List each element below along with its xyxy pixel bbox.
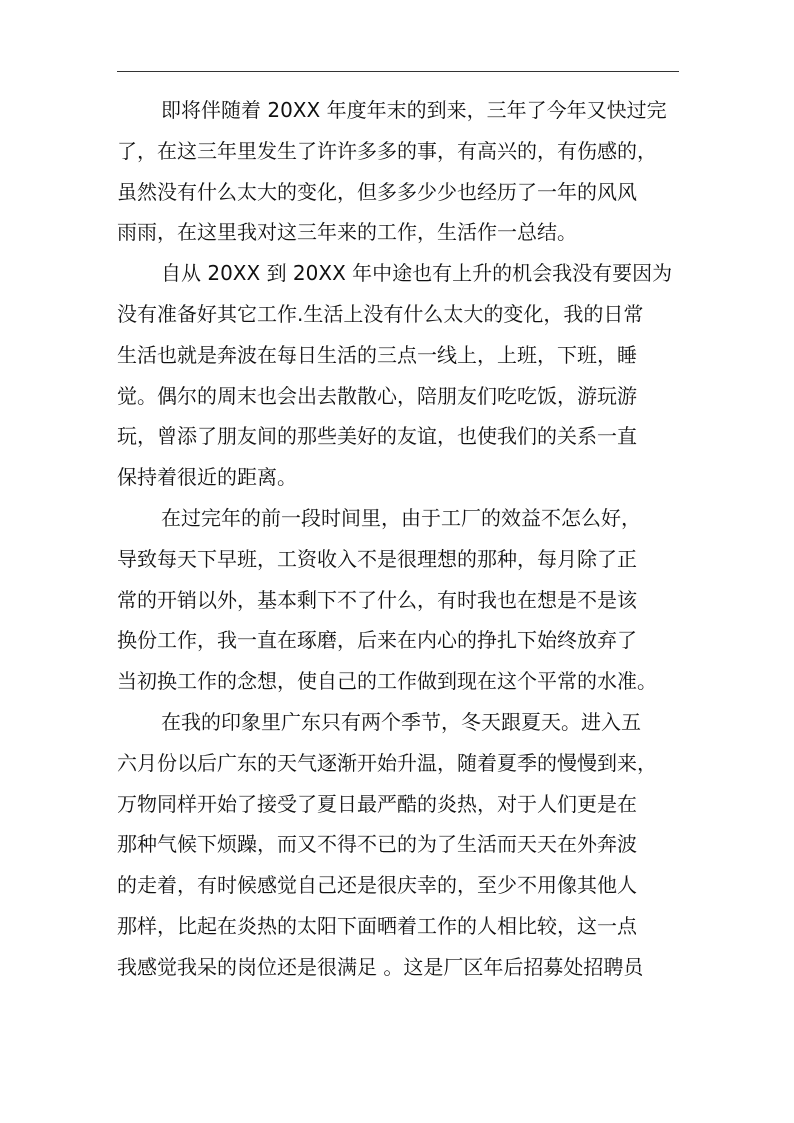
paragraph-4-line-3: 万物同样开始了接受了夏日最严酷的炎热，对于人们更是在: [117, 791, 637, 816]
document-body: [117, 90, 679, 988]
paragraph-4-line-6: 那样，比起在炎热的太阳下面晒着工作的人相比较，这一点: [117, 913, 637, 938]
paragraph-1-line-4: 雨雨，在这里我对这三年来的工作，生活作一总结。: [117, 220, 577, 245]
paragraph-2-line-2: 没有准备好其它工作.生活上没有什么太大的变化，我的日常: [117, 301, 644, 326]
header-rule: [117, 71, 679, 72]
paragraph-1-line-3: 虽然没有什么太大的变化，但多多少少也经历了一年的风风: [117, 179, 637, 204]
paragraph-3-line-2: 导致每天下早班，工资收入不是很理想的那种，每月除了正: [117, 546, 637, 571]
paragraph-2-line-4: 觉。偶尔的周末也会出去散散心，陪朋友们吃吃饭，游玩游: [117, 383, 637, 408]
paragraph-4-line-1: 在我的印象里广东只有两个季节，冬天跟夏天。进入五: [161, 709, 641, 734]
paragraph-4-line-2: 六月份以后广东的天气逐渐开始升温，随着夏季的慢慢到来，: [117, 750, 657, 775]
paragraph-4-line-4: 那种气候下烦躁，而又不得不已的为了生活而天天在外奔波: [117, 832, 637, 857]
paragraph-2-line-5: 玩，曾添了朋友间的那些美好的友谊，也使我们的关系一直: [117, 424, 637, 449]
paragraph-3-line-5: 当初换工作的念想，使自己的工作做到现在这个平常的水准。: [117, 669, 657, 694]
paragraph-4-line-5: 的走着，有时候感觉自己还是很庆幸的，至少不用像其他人: [117, 873, 637, 898]
paragraph-1-line-2: 了，在这三年里发生了许许多多的事，有高兴的，有伤感的，: [117, 138, 657, 163]
paragraph-1-line-1: 即将伴随着 20XX 年度年末的到来，三年了今年又快过完: [161, 98, 667, 122]
paragraph-2-line-1: 自从 20XX 到 20XX 年中途也有上升的机会我没有要因为: [161, 261, 673, 286]
paragraph-2-line-3: 生活也就是奔波在每日生活的三点一线上，上班，下班，睡: [117, 342, 637, 367]
paragraph-3-line-4: 换份工作，我一直在琢磨，后来在内心的挣扎下始终放弃了: [117, 628, 637, 653]
paragraph-2-line-6: 保持着很近的距离。: [117, 465, 297, 490]
paragraph-3-line-3: 常的开销以外，基本剩下不了什么，有时我也在想是不是该: [117, 587, 637, 612]
paragraph-3-line-1: 在过完年的前一段时间里，由于工厂的效益不怎么好，: [161, 505, 641, 530]
paragraph-4-line-7: 我感觉我呆的岗位还是很满足 。这是厂区年后招募处招聘员: [117, 954, 644, 979]
